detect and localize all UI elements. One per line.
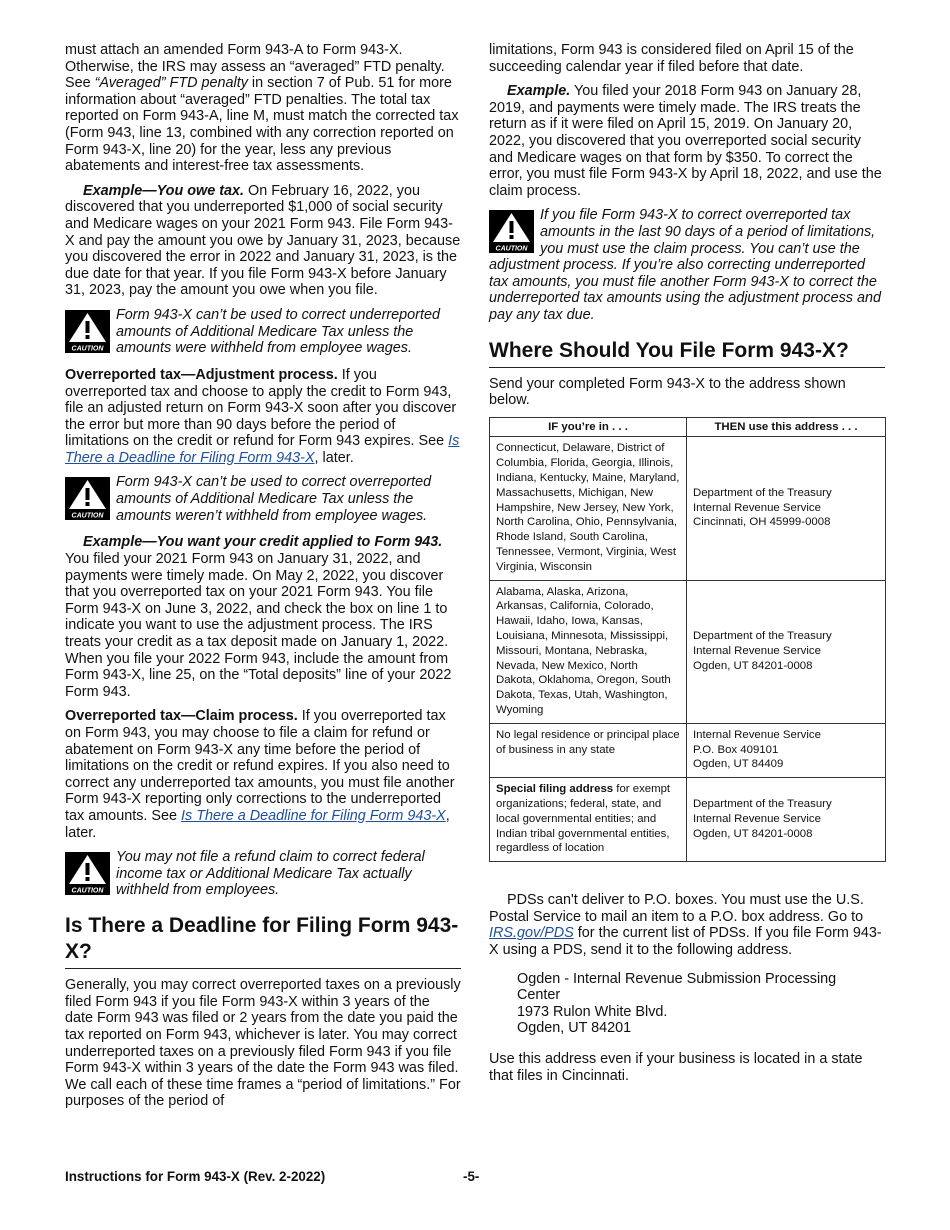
table-header-row [490, 417, 886, 437]
pds-address: Ogden - Internal Revenue Submission Processing Center 1973 Rulon White Blvd. Ogden, UT 84201 [517, 970, 837, 1037]
table-row [490, 437, 886, 580]
caution-note-2 [65, 474, 461, 524]
column-header-then: THEN use this address . . . [687, 417, 886, 437]
example-you-owe-tax: Example—You owe tax. On February 16, 2022, you discovered that you underreported $1,000 of social security and Medicare wages on your 2021 Form 943. File Form 943-X and pay the amount you owe by January 31, 2023, because you discovered the error in 2022 and January 31, 2023, is the due date for that year. If you file Form 943-X before January 31, 2023, pay the amount you owe when you file. [65, 182, 461, 299]
pds-paragraph: PDSs can't deliver to P.O. boxes. You must use the U.S. Postal Service to mail an item to a P.O. box address. Go to IRS.gov/PDS for the current list of PDSs. If you file Form 943-X using a PDS, send it to the following address. [489, 892, 882, 958]
caution-icon [65, 852, 110, 895]
adjustment-process: Overreported tax—Adjustment process. If you overreported tax and choose to apply the credit to Form 943, file an adjusted return on Form 943-X soon after you discover the error but more than 90 days before the period of limitations on the credit or refund for Form 943 expires. See Is There a Deadline for Filing Form 943-X, later. [65, 366, 460, 466]
address-cell: Department of the Treasury Internal Revenue Service Cincinnati, OH 45999-0008 [687, 437, 886, 580]
caution-icon [65, 310, 110, 353]
caution-icon [65, 477, 110, 520]
states-cell: Connecticut, Delaware, District of Columbia, Florida, Georgia, Illinois, Indiana, Kentucky, Maine, Maryland, Massachusetts, Michigan, New Hampshire, New Jersey, New York, North Carolina, Ohio, Pennsylvania, Rhode Island, South Carolina, Tennessee, Vermont, Virginia, West Virginia, Wisconsin [490, 437, 687, 580]
table-row [490, 778, 886, 862]
deadline-link-1[interactable]: Is There a Deadline for Filing Form 943-X [65, 433, 460, 466]
caution-icon [489, 210, 534, 253]
right-column [489, 42, 885, 1092]
states-cell: Alabama, Alaska, Arizona, Arkansas, California, Colorado, Hawaii, Idaho, Iowa, Kansas, Louisiana, Minnesota, Mississippi, Missouri, Montana, Nebraska, Nevada, New Mexico, North Dakota, Oklahoma, Oregon, South Dakota, Texas, Utah, Washington, Wyoming [490, 580, 687, 723]
caution-4-text: If you file Form 943-X to correct overreported tax amounts in the last 90 days of a period of limitations, you must use the claim process. You can’t use the adjustment process. If you’re also correcting underreported tax amounts, you must file another Form 943-X to correct the underreported tax amounts using the adjustment process and pay any tax due. [489, 207, 881, 323]
address-cell: Department of the Treasury Internal Revenue Service Ogden, UT 84201-0008 [687, 580, 886, 723]
table-row [490, 723, 886, 777]
address-table [489, 417, 886, 863]
caution-note-3 [65, 849, 461, 899]
left-paragraph-1: must attach an amended Form 943-A to Form 943-X. Otherwise, the IRS may assess an “averaged” FTD penalty. See “Averaged” FTD penalty in section 7 of Pub. 51 for more information about “averaged” FTD penalties. The total tax reported on Form 943-A, line M, must match the corrected tax (Form 943, line 13, combined with any correction reported on Form 943-X, line 20) for the year, less any previous abatements and interest-free tax assessments. [65, 42, 459, 175]
footer-title: Instructions for Form 943-X (Rev. 2-2022) [65, 1169, 326, 1184]
svg-text:CAUTION: CAUTION [71, 512, 104, 520]
caution-2-text: Form 943-X can’t be used to correct overreported amounts of Additional Medicare Tax unless the amounts weren’t withheld from employee wages. [116, 474, 432, 524]
states-cell: No legal residence or principal place of business in any state [490, 723, 687, 777]
address-cell: Department of the Treasury Internal Revenue Service Ogden, UT 84201-0008 [687, 778, 886, 862]
deadline-paragraph: Generally, you may correct overreported taxes on a previously filed Form 943 if you file Form 943-X within 3 years of the date Form 943 was filed or 2 years from the date you paid the tax reported on Form 943, whichever is later. You may correct underreported taxes on a previously filed Form 943 if you file Form 943-X within 3 years of the date the Form 943 was filed. We call each of these time frames a “period of limitations.” For purposes of the period of [65, 977, 461, 1110]
table-row [490, 580, 886, 723]
final-paragraph: Use this address even if your business is located in a state that files in Cincinnati. [489, 1050, 863, 1084]
irs-pds-link[interactable]: IRS.gov/PDS [489, 925, 574, 942]
svg-text:CAUTION: CAUTION [71, 887, 104, 895]
caution-note-4 [489, 207, 885, 323]
svg-text:CAUTION: CAUTION [71, 345, 104, 353]
claim-process: Overreported tax—Claim process. If you overreported tax on Form 943, you may choose to file a claim for refund or abatement on Form 943-X any time before the period of limitations on the credit or refund expires. If you also need to correct any underreported tax amounts, you must file another Form 943-X reporting only corrections to the underreported tax amounts. See Is There a Deadline for Filing Form 943-X, later. [65, 708, 455, 841]
left-column [65, 42, 461, 1118]
deadline-link-2[interactable]: Is There a Deadline for Filing Form 943-X [181, 807, 446, 824]
caution-note-1 [65, 307, 461, 357]
column-header-if: IF you’re in . . . [490, 417, 687, 437]
address-cell: Internal Revenue Service P.O. Box 409101 Ogden, UT 84409 [687, 723, 886, 777]
example-claim: Example. You filed your 2018 Form 943 on January 28, 2019, and payments were timely made. The IRS treats the return as if it were filed on April 15, 2019. On January 20, 2022, you discovered that you overreported social security and Medicare wages on that form by $350. To correct the error, you must file Form 943-X by April 18, 2022, and use the claim process. [489, 83, 882, 199]
where-to-file-heading: Where Should You File Form 943-X? [489, 338, 885, 368]
page-number: -5- [463, 1169, 480, 1184]
right-paragraph-1: limitations, Form 943 is considered filed on April 15 of the succeeding calendar year if filed before that date. [489, 42, 854, 75]
deadline-heading: Is There a Deadline for Filing Form 943-X? [65, 913, 461, 969]
where-to-file-intro: Send your completed Form 943-X to the address shown below. [489, 375, 846, 409]
caution-1-text: Form 943-X can’t be used to correct underreported amounts of Additional Medicare Tax unless the amounts were withheld from employee wages. [116, 306, 440, 357]
states-cell: Special filing address for exempt organizations; federal, state, and local governmental entities; and Indian tribal governmental entities, regardless of location [490, 778, 687, 862]
caution-3-text: You may not file a refund claim to correct federal income tax or Additional Medicare Tax actually withheld from employees. [116, 849, 425, 899]
example-credit-applied: Example—You want your credit applied to Form 943. You filed your 2021 Form 943 on January 31, 2022, and payments were timely made. On May 2, 2022, you discover that you overreported tax on your 2021 Form 943. You file Form 943-X on June 3, 2022, and check the box on line 1 to indicate you want to use the adjustment process. The IRS treats your credit as a tax deposit made on January 1, 2022. When you file your 2022 Form 943, include the amount from Form 943-X, line 25, on the “Total deposits” line of your 2022 Form 943. [65, 534, 452, 700]
svg-text:CAUTION: CAUTION [495, 245, 528, 253]
